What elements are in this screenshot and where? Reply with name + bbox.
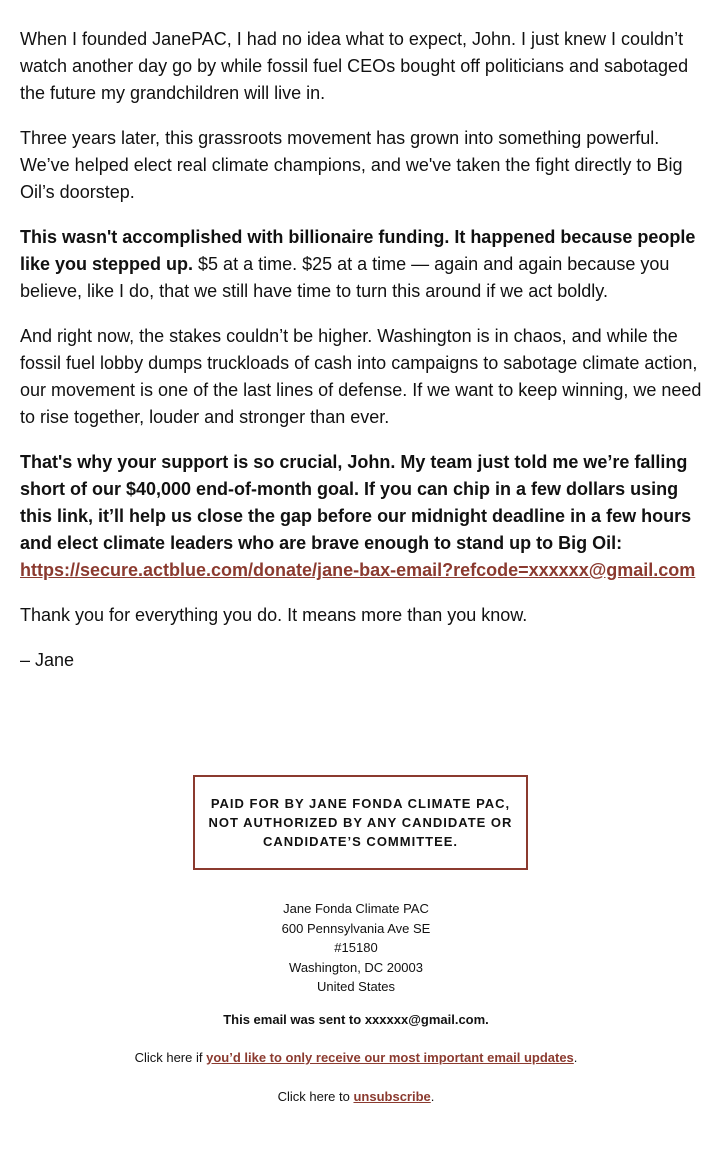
paragraph-ask: [20, 449, 708, 584]
sent-to-notice: This email was sent to xxxxxx@gmail.com.: [223, 1012, 489, 1027]
updates-prefix: Click here if: [134, 1050, 207, 1065]
email-body: [20, 26, 708, 692]
address-name: Jane Fonda Climate PAC: [283, 901, 429, 916]
unsubscribe-link[interactable]: unsubscribe: [353, 1089, 431, 1104]
important-updates-link[interactable]: you’d like to only receive our most important email updates: [206, 1050, 574, 1065]
address-suite: #15180: [334, 940, 378, 955]
funding-emphasis: This wasn't accomplished with billionaire funding. It happened because people like you stepped up.: [20, 227, 696, 274]
address-country: United States: [316, 979, 396, 994]
paragraph-intro: When I founded JanePAC, I had no idea what to expect, John. I just knew I couldn’t watch another day go by while fossil fuel CEOs bought off politicians and sabotaged the future my grandchildren will live in.: [20, 29, 689, 103]
address-city: Washington, DC 20003: [289, 959, 423, 975]
address-street: 600 Pennsylvania Ave SE: [281, 920, 431, 936]
unsubscribe-prefix: Click here to: [277, 1089, 354, 1104]
ask-emphasis: That's why your support is so crucial, John. My team just told me we’re falling short of our $40,000 end-of-month goal. If you can chip in a few dollars using this link, it’ll help us close the gap before our midnight deadline in a few hours and elect climate leaders who are brave enough to stand up to Big Oil:: [20, 452, 692, 553]
funding-rest: $5 at a time. $25 at a time — again and again because you believe, like I do, that we still have time to turn this around if we act boldly.: [20, 254, 670, 301]
paragraph-growth: Three years later, this grassroots movement has grown into something powerful. We’ve helped elect real climate champions, and we've taken the fight directly to Big Oil’s doorstep.: [20, 128, 683, 202]
signoff: – Jane: [20, 650, 75, 670]
paid-for-disclaimer-text: PAID FOR BY JANE FONDA CLIMATE PAC, NOT AUTHORIZED BY ANY CANDIDATE OR CANDIDATE’S COMMITTEE.: [208, 796, 513, 849]
paragraph-thanks: Thank you for everything you do. It means more than you know.: [20, 605, 528, 625]
unsubscribe-suffix: .: [430, 1089, 435, 1104]
paragraph-stakes: And right now, the stakes couldn’t be higher. Washington is in chaos, and while the fossil fuel lobby dumps truckloads of cash into campaigns to sabotage climate action, our movement is one of the last lines of defense. If we want to keep winning, we need to rise together, louder and stronger than ever.: [20, 326, 702, 427]
paid-for-disclaimer-box: [193, 775, 528, 870]
updates-suffix: .: [573, 1050, 578, 1065]
important-updates-line: [0, 1048, 712, 1067]
unsubscribe-line: [0, 1087, 712, 1106]
donate-link[interactable]: https://secure.actblue.com/donate/jane-bax-email?refcode=xxxxxx@gmail.com: [20, 560, 696, 580]
paragraph-funding: [20, 224, 708, 305]
mailing-address: [0, 899, 712, 997]
